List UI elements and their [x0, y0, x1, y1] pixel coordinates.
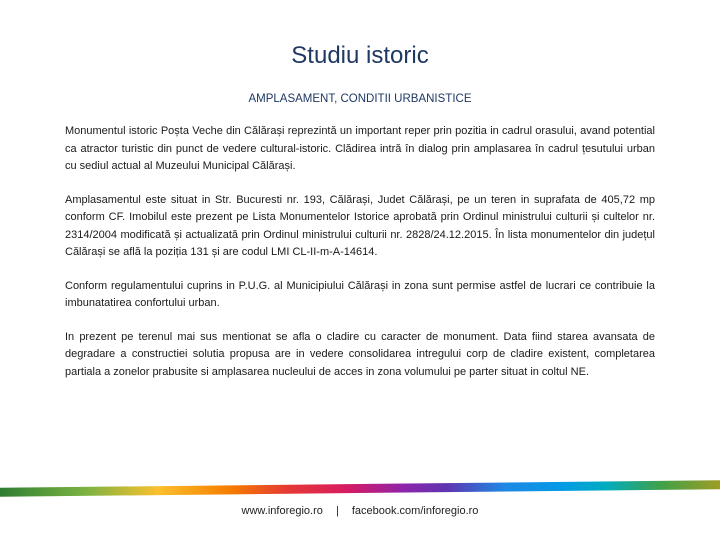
paragraph-site: Amplasamentul este situat in Str. Bucuresti nr. 193, Călărași, Judet Călărași, pe un teren in suprafata de 405,72 mp conform CF. Imobilul este prezent pe Lista Monumentelor Istorice aprobată prin Ordinul ministrului culturii și cultelor nr. 2314/2004 modificată și actualizată prin Ordinul ministrului culturii nr. 2828/24.12.2015. În lista monumentelor din județul Călărași se află la poziția 131 și are codul LMI CL-II-m-A-14614.: [65, 193, 655, 258]
paragraph-location: Monumentul istoric Poșta Veche din Călărași reprezintă un important reper prin pozitia in cadrul orasului, avand potential ca atractor turistic din punct de vedere cultural-istoric. Clădirea intră în dialog prin amplasarea în cadrul țesutului urban cu sediul actual al Muzeului Municipal Călărași.: [65, 125, 655, 172]
website-link[interactable]: www.inforegio.ro: [241, 505, 323, 517]
page-title: Studiu istoric: [291, 42, 429, 69]
document-body: [65, 123, 655, 397]
rainbow-stripe-divider: [0, 480, 720, 497]
footer: [0, 505, 720, 517]
paragraph-current-state: In prezent pe terenul mai sus mentionat se afla o cladire cu caracter de monument. Data fiind starea avansata de degradare a constructiei solutia propusa are in vedere consolidarea intregului corp de cladire existent, completarea partiala a zonelor prabusite si amplasarea nucleului de acces in zona volumului pe parter situat in coltul NE.: [65, 330, 655, 378]
paragraph-regulations: Conform regulamentului cuprins in P.U.G. al Municipiului Călărași in zona sunt permise astfel de lucrari ce contribuie la imbunatatirea confortului urban.: [65, 279, 655, 309]
facebook-link[interactable]: facebook.com/inforegio.ro: [351, 505, 479, 517]
section-subtitle: AMPLASAMENT, CONDITII URBANISTICE: [248, 93, 472, 105]
footer-separator: |: [335, 505, 339, 517]
